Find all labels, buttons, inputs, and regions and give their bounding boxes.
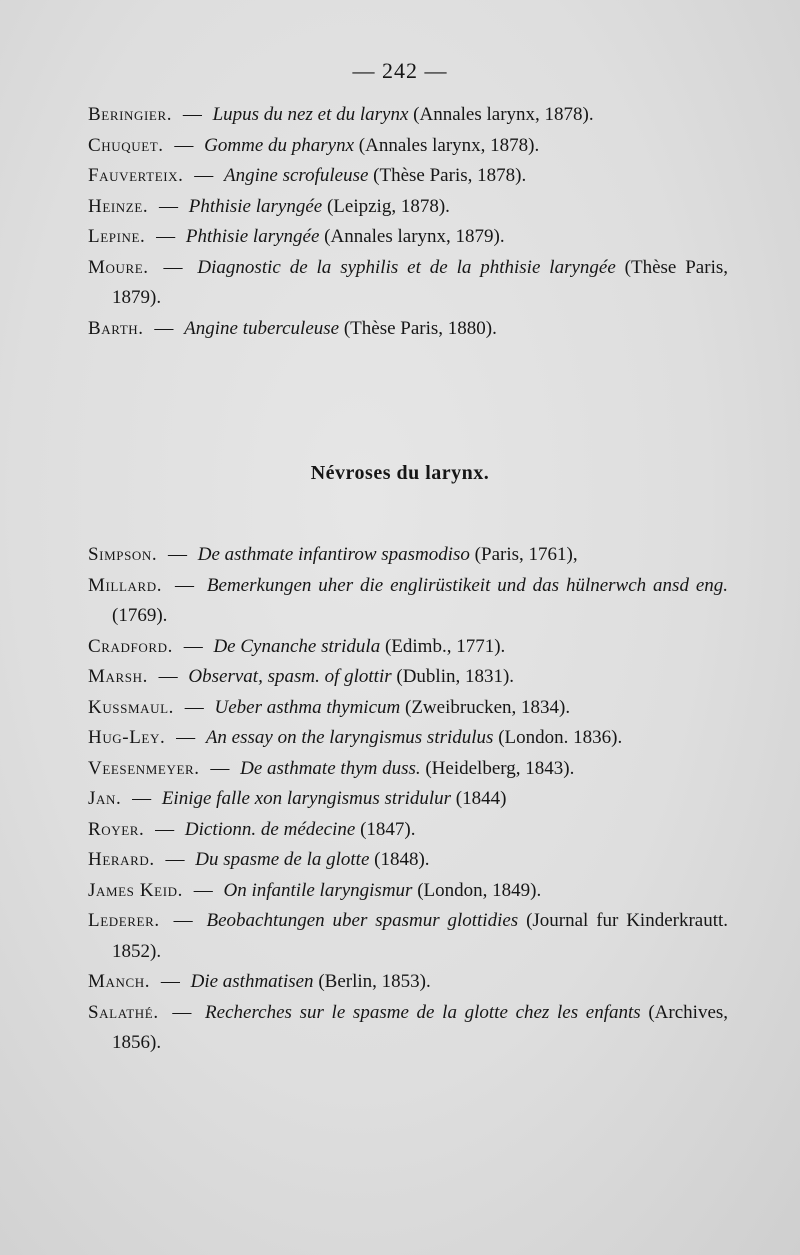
entry-source: (Thèse Paris, 1878). bbox=[373, 165, 527, 186]
entry-title: Gomme du pharynx bbox=[204, 134, 355, 156]
bibliography-entry bbox=[88, 967, 728, 998]
entry-source: (Heidelberg, 1843). bbox=[425, 757, 575, 779]
entry-dash: — bbox=[210, 757, 230, 779]
bibliography-entry bbox=[88, 723, 728, 754]
entry-dash: — bbox=[173, 910, 193, 931]
entry-dash: — bbox=[155, 818, 175, 840]
entry-dash: — bbox=[158, 666, 178, 687]
entry-source: (Annales larynx, 1879). bbox=[324, 226, 505, 247]
bibliography-entry bbox=[88, 998, 728, 1059]
entry-source: (London. 1836). bbox=[498, 727, 623, 748]
entry-dash: — bbox=[165, 849, 185, 870]
entry-author: Herard. bbox=[88, 849, 155, 870]
entry-author: Lepine. bbox=[88, 226, 146, 247]
entry-author: Fauverteix. bbox=[88, 165, 184, 186]
entry-author: Jan. bbox=[88, 788, 122, 809]
entry-author: Manch. bbox=[88, 971, 151, 992]
entry-author: Salathé. bbox=[88, 1001, 159, 1023]
entry-title: De asthmate thym duss. bbox=[240, 757, 421, 779]
bibliography-entry bbox=[88, 314, 728, 345]
bibliography-entry bbox=[88, 845, 728, 876]
entry-author: Royer. bbox=[88, 818, 145, 840]
entry-title: Die asthmatisen bbox=[190, 971, 314, 992]
page-number: — 242 — bbox=[352, 58, 448, 83]
bibliography-entry bbox=[88, 571, 728, 632]
entry-dash: — bbox=[174, 134, 194, 156]
entry-source: (Dublin, 1831). bbox=[396, 666, 515, 687]
section-heading: Névroses du larynx. bbox=[310, 462, 490, 484]
entry-dash: — bbox=[160, 971, 180, 992]
entry-author: Barth. bbox=[88, 317, 144, 339]
bibliography-entry bbox=[88, 754, 728, 785]
entry-title: Angine tuberculeuse bbox=[184, 317, 340, 339]
entry-source: (Paris, 1761), bbox=[474, 544, 578, 565]
entry-title: Phthisie laryngée bbox=[188, 195, 323, 217]
entry-source: (Zweibrucken, 1834). bbox=[405, 696, 571, 718]
bibliography-entry bbox=[88, 192, 728, 223]
entry-dash: — bbox=[184, 696, 204, 718]
entry-dash: — bbox=[182, 104, 202, 125]
bibliography-entry bbox=[88, 876, 728, 907]
entry-author: Kussmaul. bbox=[88, 696, 174, 718]
entry-author: Heinze. bbox=[88, 195, 149, 217]
entry-author: James Keid. bbox=[88, 879, 183, 901]
entry-title: Beobachtungen uber spasmur glottidies bbox=[206, 910, 519, 931]
entry-author: Beringier. bbox=[88, 104, 173, 125]
bibliography-entry bbox=[88, 100, 728, 131]
bibliography-entry bbox=[88, 131, 728, 162]
entry-title: Bemerkungen uher die englirüstikeit und das hülnerwch ansd eng. bbox=[206, 574, 729, 596]
entry-title: Recherches sur le spasme de la glotte chez les enfants bbox=[205, 1001, 641, 1023]
entry-dash: — bbox=[193, 879, 213, 901]
entry-source: (London, 1849). bbox=[417, 879, 542, 901]
entry-author: Millard. bbox=[88, 574, 163, 596]
entry-dash: — bbox=[194, 165, 214, 186]
entry-source: (Leipzig, 1878). bbox=[326, 195, 450, 217]
entry-author: Chuquet. bbox=[88, 134, 164, 156]
entry-source: (1844) bbox=[455, 788, 507, 809]
entry-dash: — bbox=[154, 317, 174, 339]
entry-dash: — bbox=[168, 544, 187, 565]
entry-title: Diagnostic de la syphilis et de la phthisie laryngée bbox=[197, 256, 616, 278]
entry-source: (Thèse Paris, 1879). bbox=[112, 256, 728, 308]
entry-author: Moure. bbox=[88, 256, 149, 278]
entry-title: De asthmate infantirow spasmodiso bbox=[197, 544, 470, 565]
entry-source: (1848). bbox=[374, 849, 430, 870]
entry-dash: — bbox=[175, 574, 195, 596]
entry-source: (Annales larynx, 1878). bbox=[358, 134, 540, 156]
entry-dash: — bbox=[176, 727, 196, 748]
entry-dash: — bbox=[183, 635, 203, 657]
entry-author: Veesenmeyer. bbox=[88, 757, 200, 779]
entry-author: Hug-Ley. bbox=[88, 727, 166, 748]
entry-dash: — bbox=[172, 1001, 192, 1023]
entry-source: (Berlin, 1853). bbox=[318, 971, 431, 992]
entry-dash: — bbox=[132, 788, 152, 809]
entry-title: Du spasme de la glotte bbox=[195, 849, 370, 870]
bibliography-entry bbox=[88, 222, 728, 253]
entry-title: An essay on the laryngismus stridulus bbox=[205, 727, 494, 748]
entry-source: (Archives, 1856). bbox=[112, 1001, 729, 1053]
entry-title: De Cynanche stridula bbox=[213, 635, 381, 657]
bibliography-list-bottom bbox=[88, 540, 728, 1059]
entry-author: Lederer. bbox=[88, 910, 160, 931]
entry-title: Ueber asthma thymicum bbox=[214, 696, 401, 718]
entry-source: (Thèse Paris, 1880). bbox=[343, 317, 497, 339]
entry-title: Phthisie laryngée bbox=[185, 226, 320, 247]
bibliography-entry bbox=[88, 815, 728, 846]
bibliography-entry bbox=[88, 253, 728, 314]
entry-source: (1769). bbox=[112, 605, 168, 626]
bibliography-entry bbox=[88, 906, 728, 967]
bibliography-entry bbox=[88, 693, 728, 724]
entry-title: Einige falle xon laryngismus stridulur bbox=[161, 788, 452, 809]
entry-source: (Edimb., 1771). bbox=[384, 635, 506, 657]
entry-source: (Annales larynx, 1878). bbox=[413, 104, 594, 125]
entry-title: On infantile laryngismur bbox=[223, 879, 413, 901]
bibliography-entry bbox=[88, 540, 728, 571]
entry-source: (1847). bbox=[360, 818, 416, 840]
entry-title: Angine scrofuleuse bbox=[224, 165, 369, 186]
entry-dash: — bbox=[163, 256, 183, 278]
bibliography-list-top bbox=[88, 100, 728, 344]
entry-dash: — bbox=[158, 195, 178, 217]
bibliography-entry bbox=[88, 784, 728, 815]
bibliography-entry bbox=[88, 662, 728, 693]
entry-source: (Journal fur Kinderkrautt. 1852). bbox=[112, 910, 729, 962]
bibliography-entry bbox=[88, 161, 728, 192]
entry-author: Cradford. bbox=[88, 635, 173, 657]
bibliography-entry bbox=[88, 632, 728, 663]
entry-dash: — bbox=[156, 226, 176, 247]
entry-author: Simpson. bbox=[88, 544, 158, 565]
entry-author: Marsh. bbox=[88, 666, 148, 687]
entry-title: Dictionn. de médecine bbox=[184, 818, 356, 840]
entry-title: Lupus du nez et du larynx bbox=[212, 104, 409, 125]
entry-title: Observat, spasm. of glottir bbox=[188, 666, 392, 687]
